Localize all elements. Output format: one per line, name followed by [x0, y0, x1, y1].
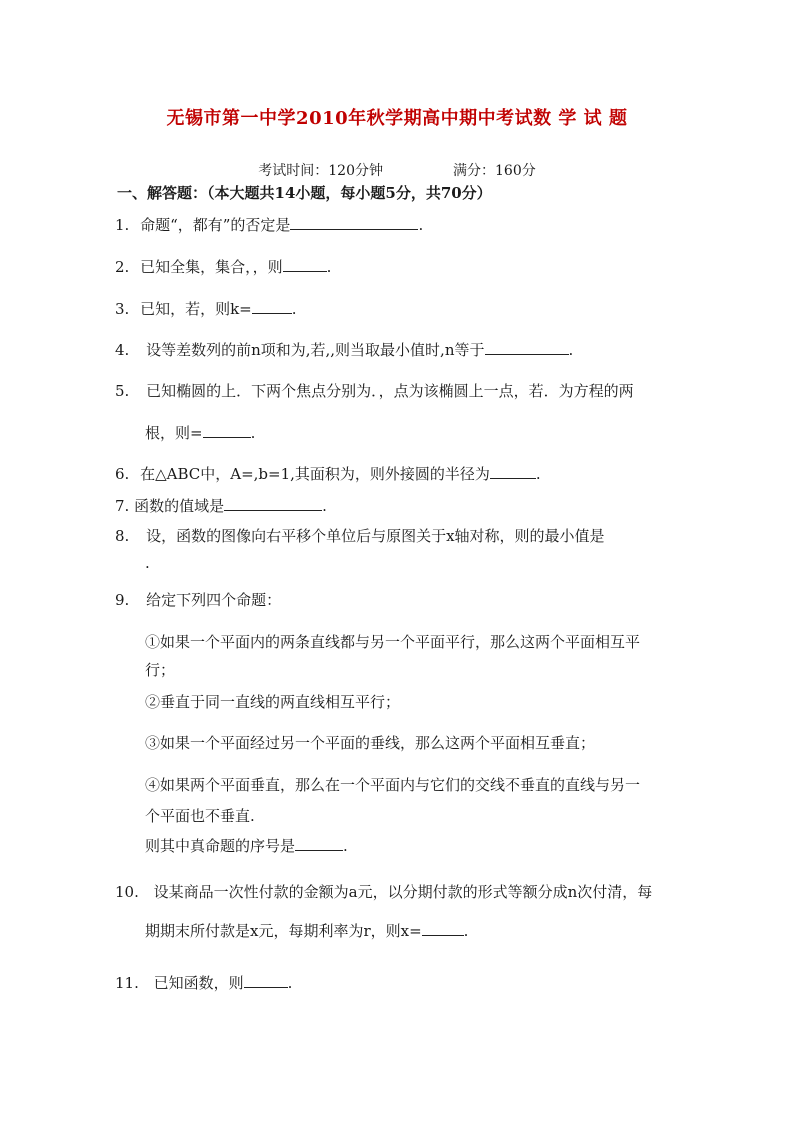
proposition-text: 如果一个平面内的两条直线都与另一个平面平行，那么这两个平面相互平 [160, 633, 641, 651]
question-number: 1. [115, 216, 130, 234]
proposition-text: 个平面也不垂直. [145, 807, 255, 825]
proposition-text: 行； [145, 661, 176, 679]
question-number: 3. [115, 300, 130, 318]
question-5-cont: 根，则= . [145, 424, 256, 442]
question-number: 10. [115, 883, 139, 901]
circled-number-1: ① [145, 633, 161, 651]
answer-blank [490, 464, 536, 479]
question-7: 7. 函数的值域是 . [115, 497, 327, 515]
question-text: 在△ABC中，A=,b=1,其面积为，则外接圆的半径为 [140, 465, 490, 483]
exam-title: 无锡市第一中学2010年秋学期高中期中考试数 学 试 题 [166, 108, 628, 129]
answer-blank [283, 257, 327, 272]
question-2: 2. 已知全集，集合，，则 . [115, 258, 332, 276]
circled-number-2: ② [145, 693, 161, 711]
question-number: 6. [115, 465, 130, 483]
question-11: 11. 已知函数，则 . [115, 974, 293, 992]
full-score: 满分：160分 [453, 163, 536, 179]
question-number: 9. [115, 591, 130, 609]
answer-blank [290, 215, 418, 230]
proposition-text: 如果一个平面经过另一个平面的垂线，那么这两个平面相互垂直； [160, 734, 596, 752]
question-9 [115, 589, 281, 610]
proposition-text: 如果两个平面垂直，那么在一个平面内与它们的交线不垂直的直线与另一 [160, 776, 641, 794]
question-1: 1. 命题“，都有”的否定是 . [115, 216, 424, 234]
proposition-text: 垂直于同一直线的两直线相互平行； [160, 693, 401, 711]
question-text: 给定下列四个命题： [146, 591, 282, 609]
question-text: 已知全集，集合，，则 [140, 258, 283, 276]
question-4: 4. 设等差数列的前n项和为,若,,则当取最小值时,n等于 . [115, 341, 574, 359]
question-10 [115, 881, 652, 902]
question-text: 则其中真命题的序号是 [145, 837, 296, 855]
question-text: 根，则= [145, 424, 203, 442]
question-text: 已知函数，则 [153, 974, 244, 992]
answer-blank [295, 836, 343, 851]
question-9-answer: 则其中真命题的序号是 . [145, 837, 348, 855]
question-text: . [145, 554, 150, 572]
circled-number-3: ③ [145, 734, 161, 752]
exam-time: 考试时间：120分钟 [258, 163, 383, 179]
proposition-1 [145, 631, 640, 652]
question-number: 7. [115, 497, 130, 515]
question-number: 8. [115, 527, 130, 545]
proposition-4 [145, 774, 640, 795]
question-5 [115, 380, 634, 401]
question-10-cont: 期期末所付款是x元，每期利率为r，则x= . [145, 922, 469, 940]
question-8 [115, 525, 605, 546]
question-number: 2. [115, 258, 130, 276]
question-number: 5. [115, 382, 130, 400]
question-text: 设等差数列的前n项和为,若,,则当取最小值时,n等于 [146, 341, 485, 359]
answer-blank [244, 973, 288, 988]
question-text: 期期末所付款是x元，每期利率为r，则x= [145, 922, 422, 940]
proposition-4-cont [145, 805, 255, 826]
answer-blank [224, 496, 322, 511]
answer-blank [203, 423, 251, 438]
question-8-cont [145, 554, 150, 572]
proposition-2 [145, 691, 400, 712]
answer-blank [485, 340, 569, 355]
question-text: 设，函数的图像向右平移个单位后与原图关于x轴对称，则的最小值是 [146, 527, 605, 545]
proposition-3 [145, 732, 595, 753]
question-text: 函数的值域是 [134, 497, 225, 515]
section-heading: 一、解答题：（本大题共14小题，每小题5分，共70分） [117, 184, 492, 202]
question-text: 已知椭圆的上．下两个焦点分别为．，点为该椭圆上一点，若．为方程的两 [146, 382, 634, 400]
answer-blank [252, 299, 292, 314]
question-6: 6. 在△ABC中，A=,b=1,其面积为，则外接圆的半径为 . [115, 465, 541, 483]
exam-meta [0, 160, 794, 180]
question-text: 命题“，都有”的否定是 [140, 216, 291, 234]
question-text: 已知，若，则k= [140, 300, 252, 318]
question-number: 4. [115, 341, 130, 359]
question-3: 3. 已知，若，则k= . [115, 300, 297, 318]
answer-blank [422, 921, 464, 936]
question-text: 设某商品一次性付款的金额为a元，以分期付款的形式等额分成n次付清，每 [153, 883, 653, 901]
circled-number-4: ④ [145, 776, 161, 794]
question-number: 11. [115, 974, 139, 992]
proposition-1-cont [145, 659, 175, 680]
